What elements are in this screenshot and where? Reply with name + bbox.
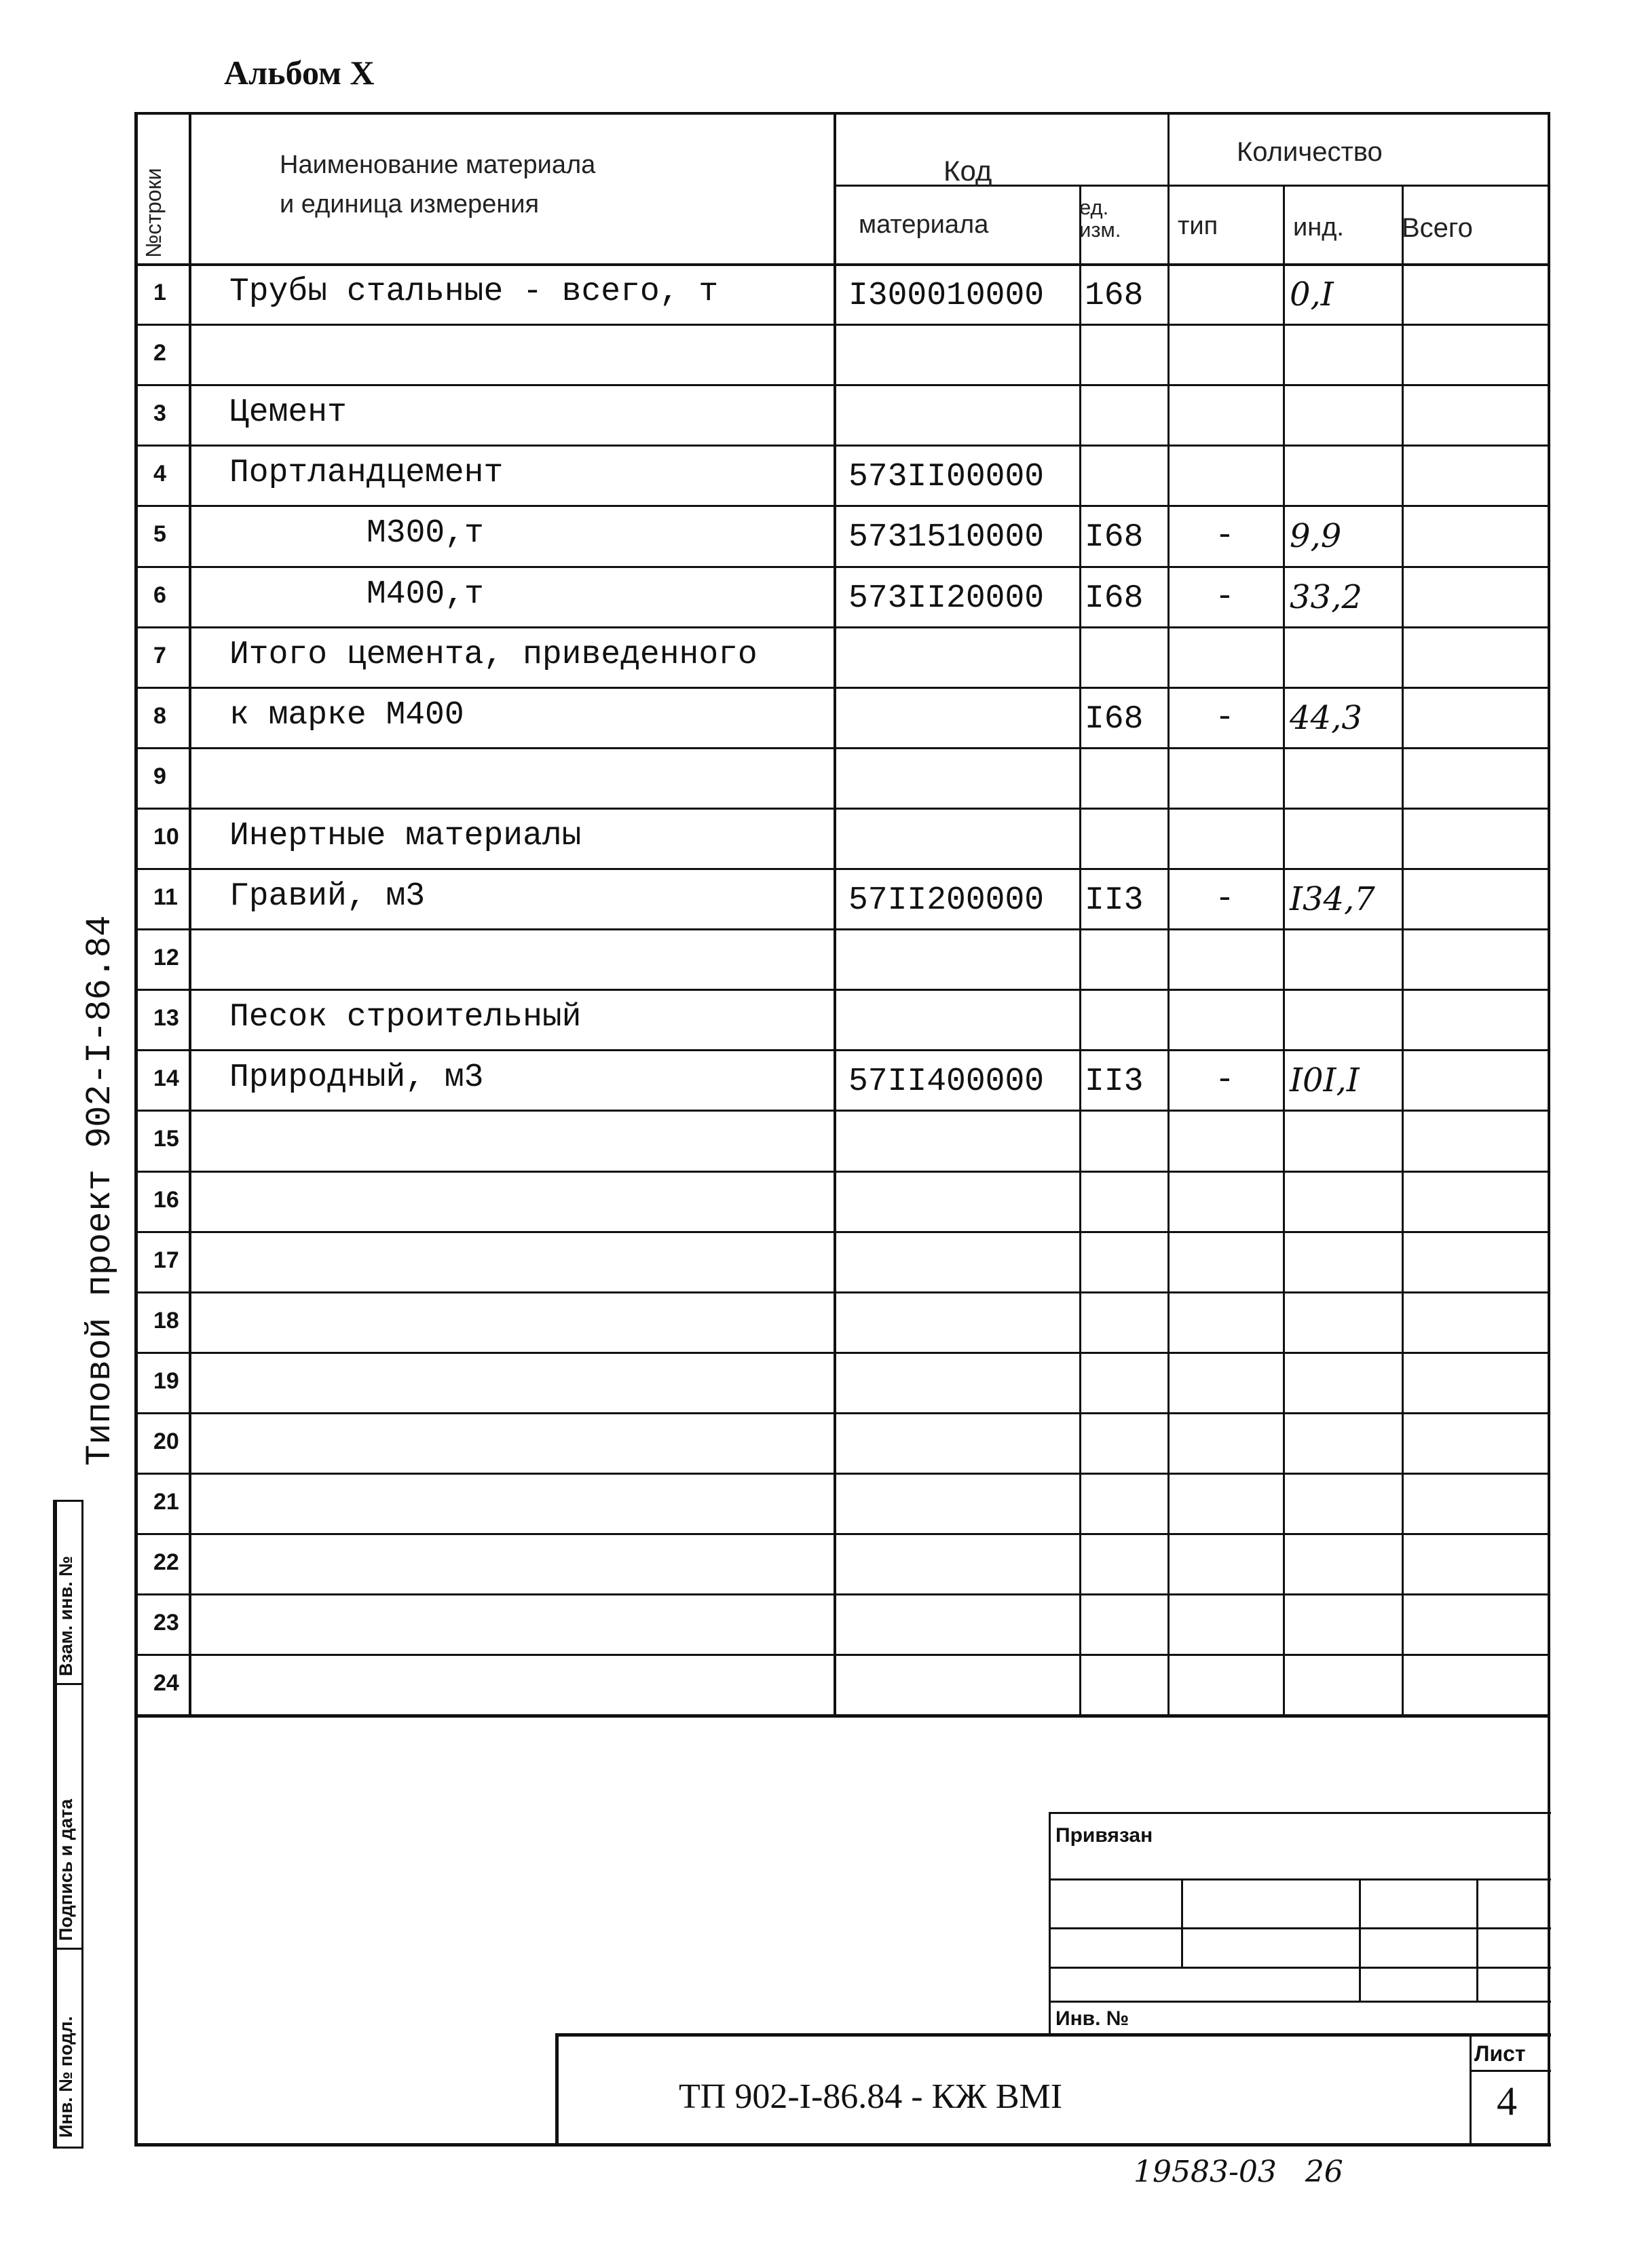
stamp-sheet-label: Лист xyxy=(1474,2041,1526,2066)
row-ind: I0I,I xyxy=(1290,1061,1360,1100)
stamp-sheet-no: 4 xyxy=(1497,2079,1517,2123)
row-number: 16 xyxy=(153,1186,179,1213)
row-number: 17 xyxy=(153,1247,179,1273)
row-type: - xyxy=(1215,881,1235,918)
row-name: М400,т xyxy=(367,575,484,613)
row-ind: 9,9 xyxy=(1290,517,1342,556)
row-name: М300,т xyxy=(367,515,484,552)
album-title: Альбом X xyxy=(224,54,375,92)
row-number: 18 xyxy=(153,1307,179,1334)
row-name: Инертные материалы xyxy=(229,817,582,854)
row-name: Природный, м3 xyxy=(229,1059,484,1097)
margin-label-vzam: Взам. инв. № xyxy=(56,1555,76,1676)
header-qty-type: тип xyxy=(1178,212,1218,240)
header-code: Код xyxy=(943,155,992,187)
row-number: 20 xyxy=(153,1428,179,1454)
row-code: 573II00000 xyxy=(848,459,1045,496)
row-number: 4 xyxy=(153,461,166,487)
margin-label-podpis: Подпись и дата xyxy=(56,1798,76,1941)
row-ind: 33,2 xyxy=(1290,578,1362,616)
row-number: 6 xyxy=(153,582,166,608)
row-number: 1 xyxy=(153,280,166,305)
row-unit: II3 xyxy=(1085,882,1144,919)
row-number: 14 xyxy=(153,1065,179,1092)
row-number: 2 xyxy=(153,340,166,366)
row-unit: 168 xyxy=(1085,278,1144,314)
header-code-unit: ед. изм. xyxy=(1079,195,1121,242)
row-number: 23 xyxy=(153,1610,179,1636)
row-number: 13 xyxy=(153,1005,179,1032)
row-number: 8 xyxy=(153,702,166,729)
row-ind: 44,3 xyxy=(1290,698,1362,737)
row-number: 10 xyxy=(153,823,179,850)
row-number: 22 xyxy=(153,1549,179,1576)
row-number: 24 xyxy=(153,1670,179,1697)
row-name: Гравий, м3 xyxy=(229,878,426,915)
row-number: 19 xyxy=(153,1367,179,1394)
row-number: 11 xyxy=(153,884,178,910)
row-number: 5 xyxy=(153,521,166,548)
row-type: - xyxy=(1215,518,1235,555)
header-qty-total: Всего xyxy=(1402,213,1473,243)
row-ind: 0,I xyxy=(1290,276,1334,314)
row-number: 3 xyxy=(153,400,166,427)
stamp-privyazan: Привязан xyxy=(1055,1824,1153,1847)
header-name-line2: и единица измерения xyxy=(280,190,540,219)
row-number: 9 xyxy=(153,763,166,789)
side-caption: Типовой проект 902-I-86.84 xyxy=(80,915,120,1466)
row-number: 7 xyxy=(153,642,166,668)
stamp-inv-no: Инв. № xyxy=(1055,2007,1129,2030)
header-qty-ind: инд. xyxy=(1293,213,1344,242)
row-name: Песок строительный xyxy=(229,999,582,1036)
row-unit: II3 xyxy=(1085,1063,1144,1101)
row-name: Портландцемент xyxy=(229,455,504,492)
row-ind: I34,7 xyxy=(1290,880,1375,918)
row-type: - xyxy=(1215,699,1235,736)
row-number: 15 xyxy=(153,1126,179,1152)
row-name: Итого цемента, приведенного xyxy=(229,636,758,673)
row-code: 57II200000 xyxy=(848,882,1045,919)
header-code-material: материала xyxy=(859,210,989,239)
row-code: I300010000 xyxy=(848,278,1045,314)
row-code: 5731510000 xyxy=(848,519,1045,556)
row-type: - xyxy=(1215,1062,1235,1099)
row-type: - xyxy=(1215,578,1235,616)
row-unit: I68 xyxy=(1085,580,1144,617)
header-row-no: №строки xyxy=(141,168,166,258)
margin-label-inv: Инв. № подл. xyxy=(56,2016,76,2138)
row-unit: I68 xyxy=(1085,519,1144,556)
row-name: к марке М400 xyxy=(229,696,464,734)
header-name-line1: Наименование материала xyxy=(280,151,596,179)
row-number: 21 xyxy=(153,1489,179,1515)
header-quantity: Количество xyxy=(1237,137,1383,167)
footer-note: 19583-03 26 xyxy=(1134,2155,1343,2189)
row-name: Трубы стальные - всего, т xyxy=(229,273,719,310)
row-name: Цемент xyxy=(229,394,347,432)
stamp-doc-code: ТП 902-I-86.84 - КЖ ВМI xyxy=(679,2077,1063,2116)
row-unit: I68 xyxy=(1085,700,1144,738)
row-code: 57II400000 xyxy=(848,1063,1045,1101)
row-number: 12 xyxy=(153,945,179,971)
row-code: 573II20000 xyxy=(848,580,1045,617)
